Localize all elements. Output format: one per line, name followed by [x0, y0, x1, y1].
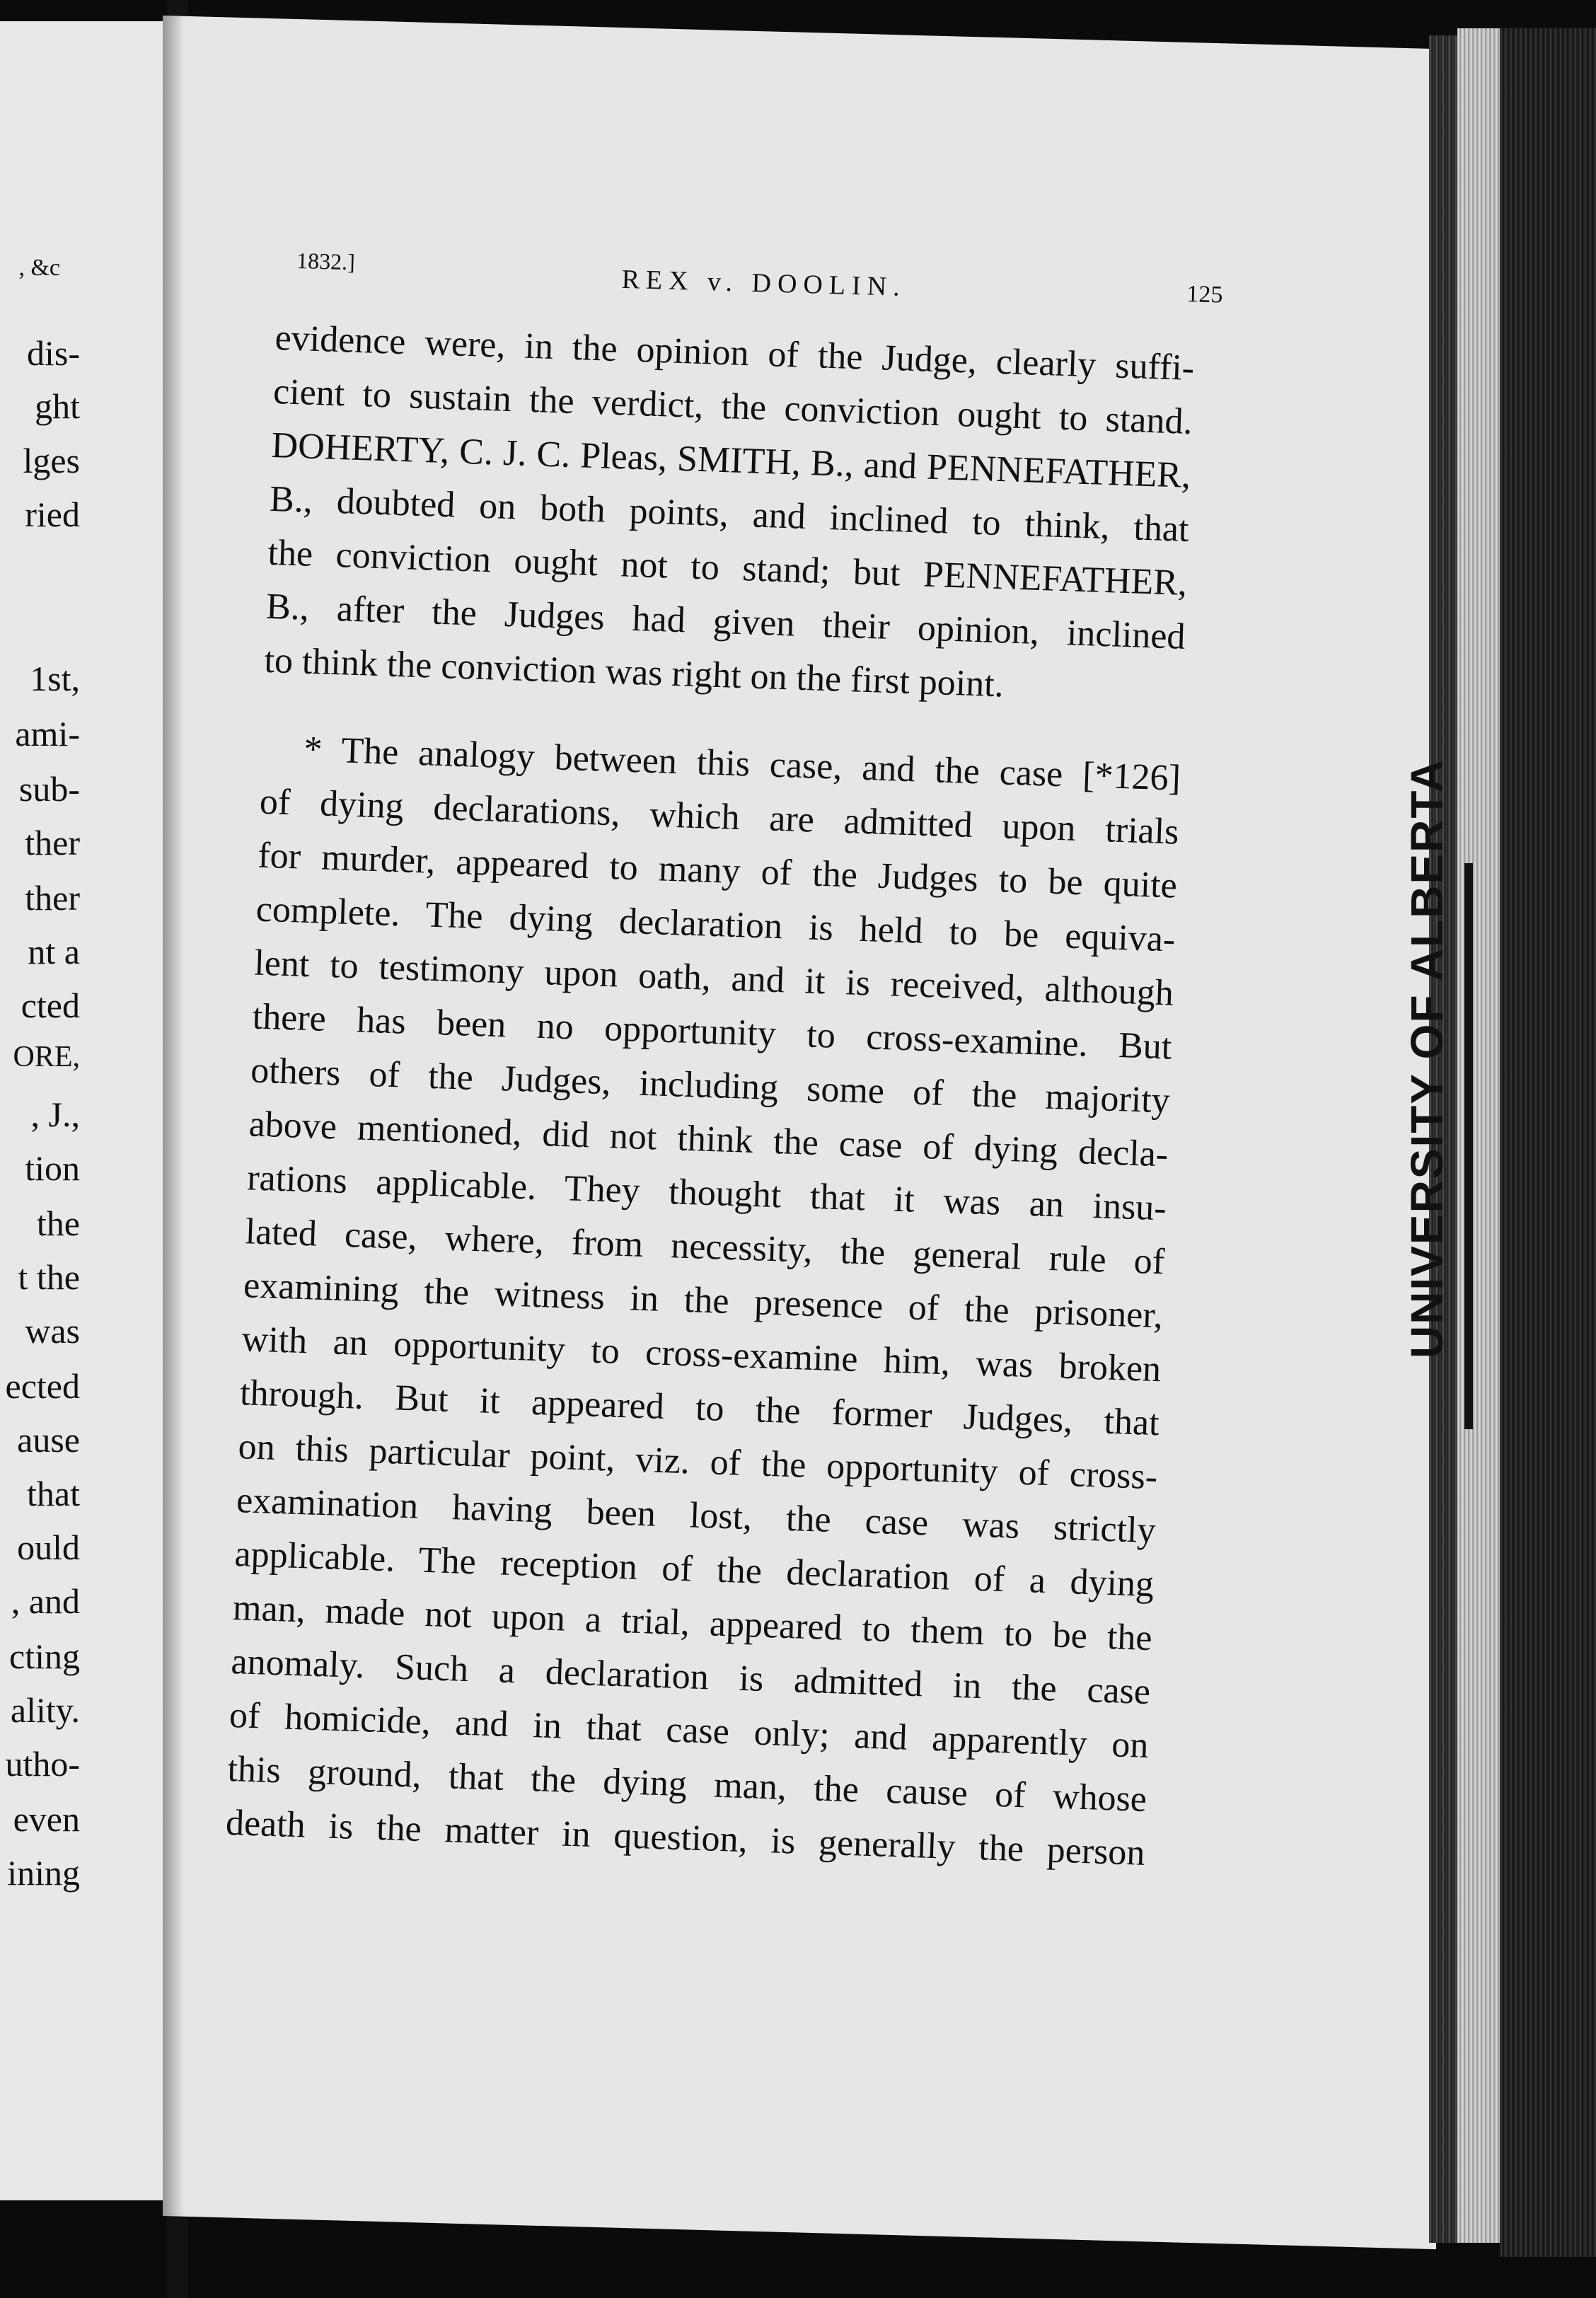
left-page-line: ould [17, 1528, 80, 1567]
header-year: 1832.] [296, 247, 356, 275]
text-line: of dying declarations, which are admitted upon trials [259, 781, 1180, 853]
text-line: B., doubted on both points, and inclined to think, that [269, 478, 1190, 550]
left-page-line: the [36, 1203, 80, 1243]
left-page-line: t the [18, 1257, 80, 1297]
left-page-line: , and [11, 1581, 80, 1621]
text-line: examination having been lost, the case was strictly [236, 1480, 1157, 1552]
left-page-line: 1st, [30, 659, 80, 698]
left-page-line: cted [21, 986, 80, 1025]
text-line: of homicide, and in that case only; and apparently on [229, 1694, 1150, 1766]
left-page-line: ining [7, 1853, 80, 1893]
left-page-line: tion [25, 1148, 80, 1188]
library-stamp [1387, 758, 1500, 1429]
left-page-line: sub- [18, 769, 80, 809]
header-title: REX v. DOOLIN. [621, 264, 907, 303]
text-line: lent to testimony upon oath, and it is received, although [253, 942, 1174, 1014]
left-page-line: even [13, 1799, 80, 1839]
page-number: 125 [1186, 281, 1223, 308]
left-page [0, 21, 170, 2200]
left-page-line: cting [9, 1636, 80, 1676]
page-body [225, 311, 1195, 1881]
left-page-line: that [27, 1474, 80, 1513]
stamp-text: UNIVERSITY OF ALBERTA [1401, 758, 1452, 1358]
left-page-line: ause [17, 1420, 80, 1460]
text-line: cient to sustain the verdict, the conviction ought to stand. [272, 371, 1193, 443]
text-line: DOHERTY, C. J. C. Pleas, SMITH, B., and PENNEFATHER, [270, 425, 1191, 496]
text-line: on this particular point, viz. of the opportunity of cross- [237, 1426, 1158, 1498]
text-line: the conviction ought not to stand; but PENNEFATHER, [267, 532, 1188, 604]
page-shadow [163, 16, 184, 2217]
left-page-line: ried [25, 495, 80, 534]
stamp-border [1464, 863, 1473, 1429]
left-page-line: ther [25, 823, 80, 862]
left-page-header-fragment: , &c [18, 255, 60, 281]
left-page-line: ther [25, 878, 80, 918]
left-page-line: ami- [15, 714, 80, 754]
left-page-line: dis- [27, 333, 80, 373]
left-page-line: ected [5, 1366, 80, 1406]
text-line: evidence were, in the opinion of the Judge, clearly suffi- [274, 317, 1195, 389]
book-cover-edge [1500, 28, 1596, 2257]
text-line: this ground, that the dying man, the cause of whose [226, 1748, 1147, 1820]
text-line: there has been no opportunity to cross-examine. But [251, 996, 1173, 1068]
text-line: to think the conviction was right on the first point. [263, 640, 1005, 705]
left-page-line: , J., [30, 1095, 80, 1134]
text-line: applicable. The reception of the declaration of a dying [233, 1534, 1155, 1605]
left-page-line: ght [35, 386, 80, 426]
text-line: death is the matter in question, is generally the person [225, 1802, 1146, 1873]
left-page-line: ality. [10, 1690, 80, 1730]
left-page-line: utho- [5, 1744, 80, 1784]
text-line: others of the Judges, including some of the majority [250, 1050, 1171, 1121]
text-line: lated case, where, from necessity, the general rule of [244, 1211, 1166, 1283]
text-line: with an opportunity to cross-examine him, was broken [241, 1319, 1162, 1390]
left-page-line: was [25, 1311, 80, 1351]
text-line: complete. The dying declaration is held to be equiva- [255, 889, 1176, 960]
left-page-text [0, 21, 166, 2200]
text-line: man, made not upon a trial, appeared to them to be the [232, 1588, 1153, 1659]
text-line: examining the witness in the presence of the prisoner, [243, 1265, 1164, 1336]
text-line: B., after the Judges had given their opinion, inclined [265, 586, 1186, 657]
text-line: * The analogy between this case, and the case [*126] [303, 729, 1181, 799]
text-line: through. But it appeared to the former Judges, that [239, 1373, 1160, 1444]
left-page-line: lges [23, 441, 80, 480]
text-line: anomaly. Such a declaration is admitted in the case [230, 1641, 1151, 1713]
left-page-line: ORE, [13, 1041, 80, 1073]
left-page-line: nt a [28, 932, 80, 971]
text-line: rations applicable. They thought that it was an insu- [246, 1157, 1167, 1229]
text-line: for murder, appeared to many of the Judges to be quite [257, 835, 1178, 906]
text-line: above mentioned, did not think the case of dying decla- [248, 1104, 1169, 1175]
